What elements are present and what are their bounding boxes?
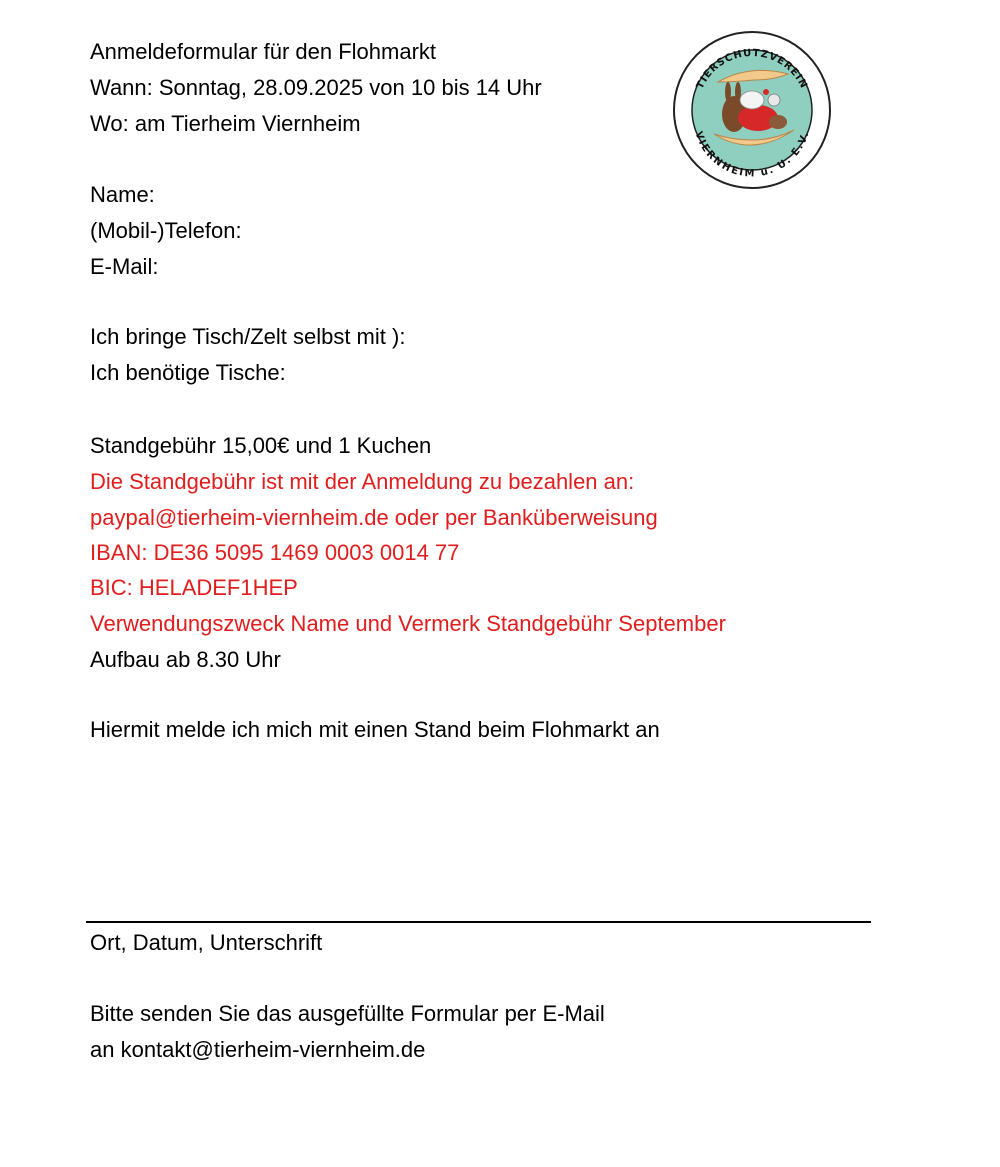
signature-line xyxy=(86,921,871,923)
name-field-label: Name: xyxy=(90,182,155,207)
need-tables-label: Ich benötige Tische: xyxy=(90,360,286,385)
setup-time: Aufbau ab 8.30 Uhr xyxy=(90,647,281,672)
registration-statement: Hiermit melde ich mich mit einen Stand beim Flohmarkt an xyxy=(90,717,660,742)
iban: IBAN: DE36 5095 1469 0003 0014 77 xyxy=(90,540,460,565)
logo-bottom-text: VIERNHEIM u. U. E.V. xyxy=(692,130,812,180)
signature-label: Ort, Datum, Unterschrift xyxy=(90,930,323,955)
logo-top-text: TIERSCHUTZVEREIN xyxy=(694,47,810,91)
event-when: Wann: Sonntag, 28.09.2025 von 10 bis 14 Uhr xyxy=(90,75,542,100)
footer-instruction: Bitte senden Sie das ausgefüllte Formular per E-Mail xyxy=(90,1001,605,1026)
event-where: Wo: am Tierheim Viernheim xyxy=(90,111,361,136)
paypal-address: paypal@tierheim-viernheim.de oder per Banküberweisung xyxy=(90,505,658,530)
phone-field-label: (Mobil-)Telefon: xyxy=(90,218,242,243)
email-field-label: E-Mail: xyxy=(90,254,159,279)
svg-text:TIERSCHUTZVEREIN xyxy=(695,48,810,91)
payment-note: Die Standgebühr ist mit der Anmeldung zu bezahlen an: xyxy=(90,469,635,494)
own-table-label: Ich bringe Tisch/Zelt selbst mit ): xyxy=(90,324,406,349)
fee-amount: Standgebühr 15,00€ und 1 Kuchen xyxy=(90,433,432,458)
bic: BIC: HELADEF1HEP xyxy=(90,575,298,600)
footer-contact-email: an kontakt@tierheim-viernheim.de xyxy=(90,1037,426,1062)
tierschutzverein-logo xyxy=(670,30,834,190)
payment-reference: Verwendungszweck Name und Vermerk Standgebühr September xyxy=(90,611,726,636)
svg-text:VIERNHEIM u. U. E.V. xyxy=(692,130,811,179)
form-title: Anmeldeformular für den Flohmarkt xyxy=(90,39,437,64)
